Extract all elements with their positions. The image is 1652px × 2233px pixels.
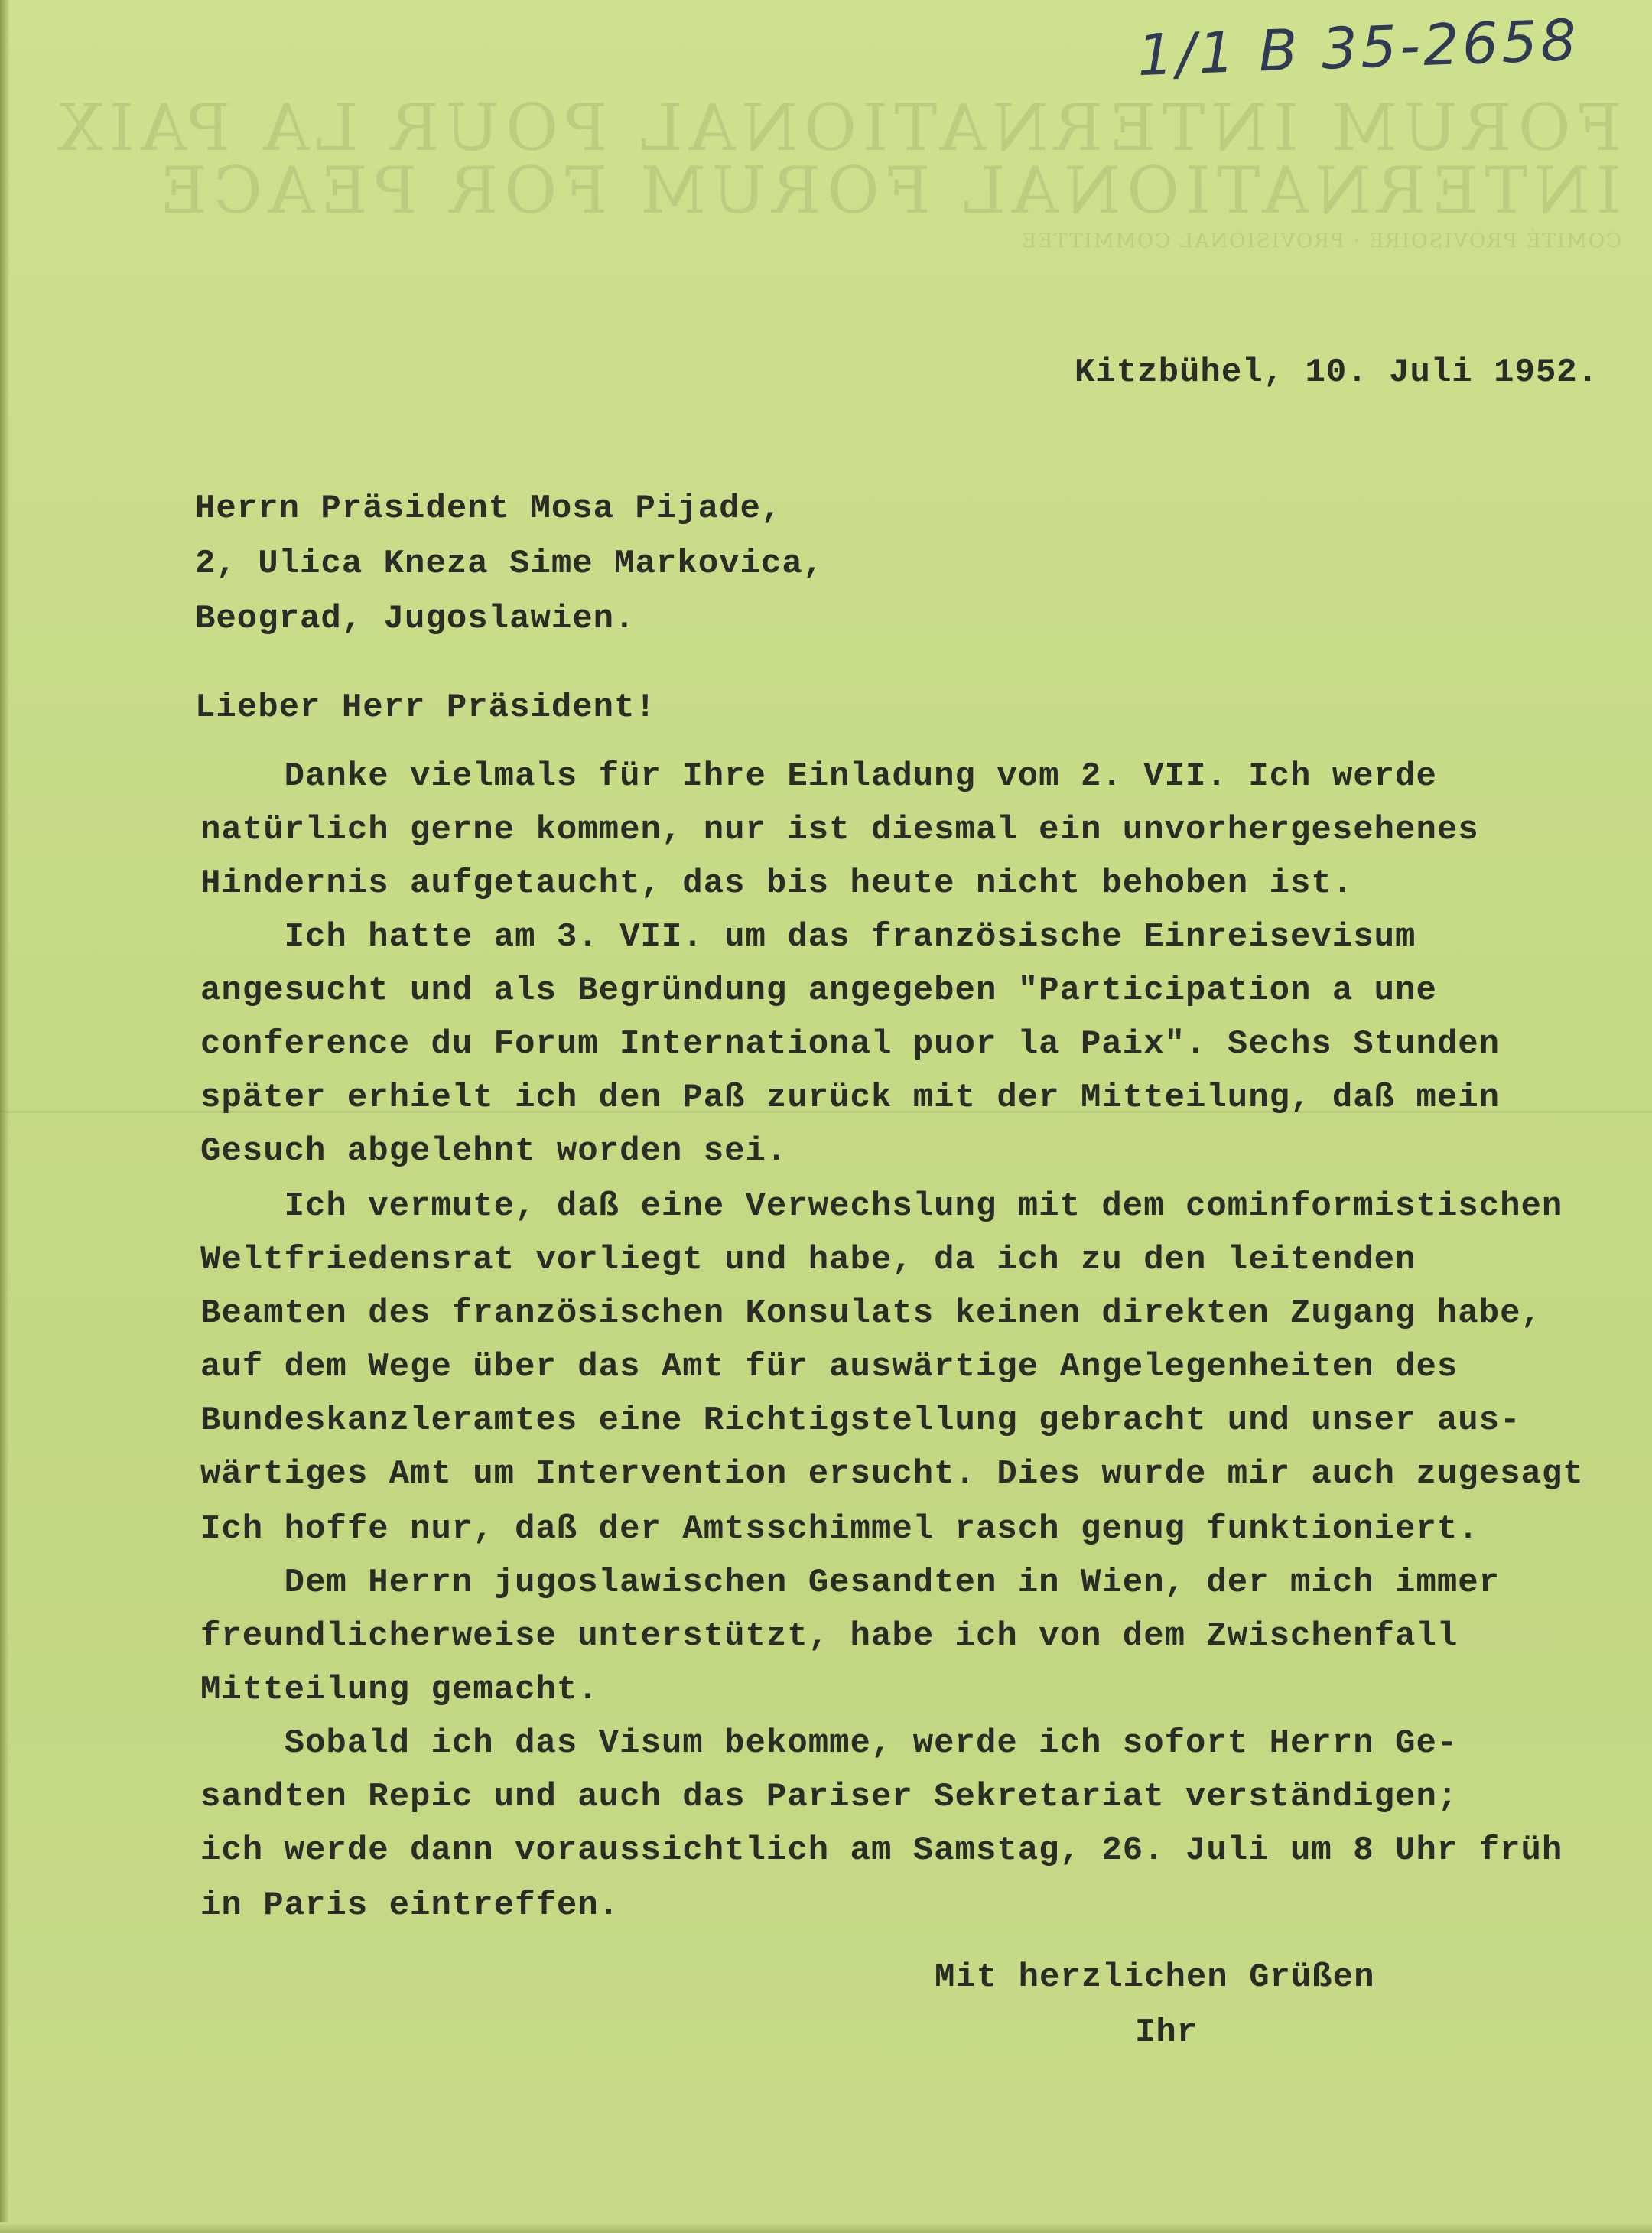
letterhead-ghost-line-3: COMITÉ PROVISOIRE · PROVISIONAL COMMITTEE: [1020, 229, 1621, 252]
page-edge-left: [0, 0, 9, 2233]
body-line: Ich vermute, daß eine Verwechslung mit dem cominformistischen: [200, 1187, 1563, 1226]
address-line: Beograd, Jugoslawien.: [195, 600, 636, 638]
body-line: Weltfriedensrat vorliegt und habe, da ich zu den leitenden: [200, 1241, 1416, 1279]
body-line: Gesuch abgelehnt worden sei.: [200, 1132, 788, 1170]
body-line: wärtiges Amt um Intervention ersucht. Dies wurde mir auch zugesagt: [200, 1455, 1584, 1493]
body-line: angesucht und als Begründung angegeben "Participation a une: [200, 972, 1437, 1010]
body-line: Dem Herrn jugoslawischen Gesandten in Wien, der mich immer: [200, 1564, 1501, 1602]
body-line: conference du Forum International puor la Paix". Sechs Stunden: [200, 1025, 1501, 1063]
body-line: ich werde dann voraussichtlich am Samstag, 26. Juli um 8 Uhr früh: [200, 1831, 1563, 1870]
body-line: Ich hatte am 3. VII. um das französische Einreisevisum: [200, 918, 1416, 956]
address-line: Herrn Präsident Mosa Pijade,: [195, 490, 782, 528]
body-line: freundlicherweise unterstützt, habe ich von dem Zwischenfall: [200, 1617, 1459, 1655]
body-line: Bundeskanzleramtes eine Richtigstellung gebracht und unser aus-: [200, 1401, 1521, 1440]
body-line: Hindernis aufgetaucht, das bis heute nicht behoben ist.: [200, 864, 1354, 903]
body-line: sandten Repic und auch das Pariser Sekretariat verständigen;: [200, 1778, 1459, 1816]
body-line: später erhielt ich den Paß zurück mit der Mitteilung, daß mein: [200, 1079, 1501, 1117]
body-line: Sobald ich das Visum bekomme, werde ich sofort Herrn Ge-: [200, 1724, 1459, 1763]
address-line: 2, Ulica Kneza Sime Markovica,: [195, 545, 824, 583]
body-line: Danke vielmals für Ihre Einladung vom 2. VII. Ich werde: [200, 757, 1437, 796]
salutation: Lieber Herr Präsident!: [195, 688, 656, 727]
body-line: Beamten des französischen Konsulats keinen direkten Zugang habe,: [200, 1294, 1542, 1333]
closing-line: Mit herzlichen Grüßen: [935, 1958, 1375, 1997]
body-line: Ich hoffe nur, daß der Amtsschimmel rasch genug funktioniert.: [200, 1510, 1479, 1548]
body-line: in Paris eintreffen.: [200, 1886, 620, 1925]
date-line: Kitzbühel, 10. Juli 1952.: [1075, 353, 1599, 392]
archive-reference-mark: 1/1 B 35-2658: [1136, 7, 1581, 90]
body-line: natürlich gerne kommen, nur ist diesmal ein unvorhergesehenes: [200, 811, 1479, 849]
body-line: auf dem Wege über das Amt für auswärtige Angelegenheiten des: [200, 1348, 1459, 1386]
page-edge-bottom: [0, 2222, 1652, 2233]
letterhead-ghost-line-1: FORUM INTERNATIONAL POUR LA PAIX: [50, 90, 1621, 165]
letterhead-ghost-line-2: INTERNATIONAL FORUM FOR PEACE: [154, 153, 1621, 228]
closing-line: Ihr: [1135, 2013, 1198, 2052]
body-line: Mitteilung gemacht.: [200, 1671, 599, 1709]
